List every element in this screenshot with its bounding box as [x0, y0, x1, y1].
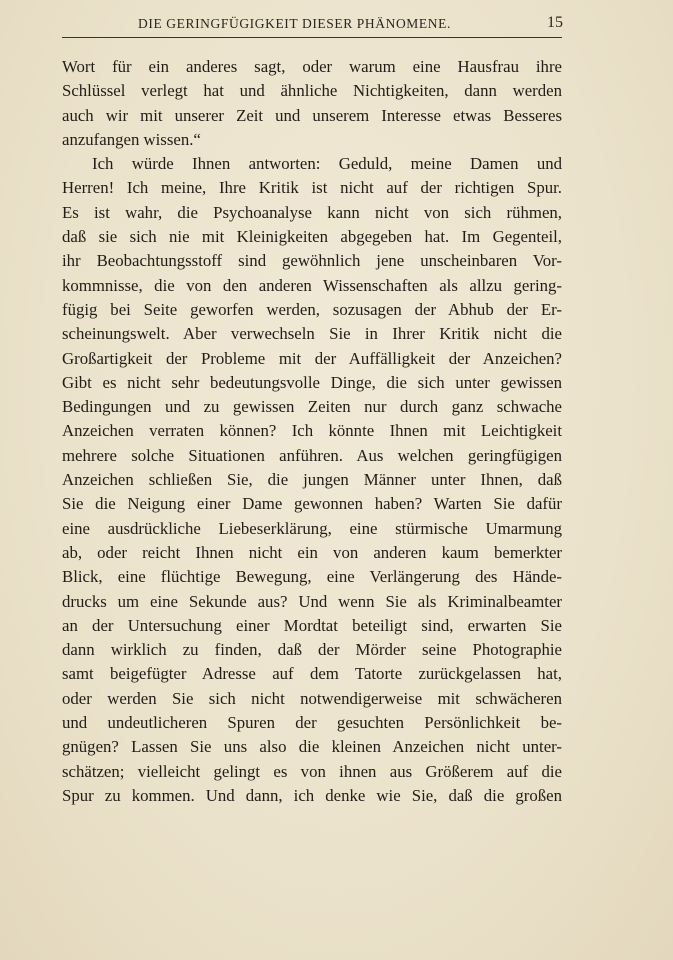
text-line: an der Untersuchung einer Mordtat beteiligt sind, erwarten Sie	[62, 615, 562, 635]
text-line: oder werden Sie sich nicht notwendigerweise mit schwächeren	[62, 688, 562, 708]
text-line: anzufangen wissen.“	[62, 129, 201, 149]
text-line: fügig bei Seite geworfen werden, sozusagen der Abhub der Er-	[62, 299, 562, 319]
text-line: Wort für ein anderes sagt, oder warum eine Hausfrau ihre	[62, 57, 562, 76]
text-line: ihr Beobachtungsstoff sind gewöhnlich jene unscheinbaren Vor-	[62, 251, 562, 271]
text-line: Anzeichen schließen Sie, die jungen Männer unter Ihnen, daß	[62, 470, 562, 490]
text-line: und undeutlicheren Spuren der gesuchten Persönlichkeit be-	[62, 713, 562, 733]
page-number: 15	[547, 14, 563, 31]
text-line: ab, oder reicht Ihnen nicht ein von anderen kaum bemerkter	[62, 542, 562, 562]
text-line: Es ist wahr, die Psychoanalyse kann nicht von sich rühmen,	[62, 202, 562, 222]
text-line: eine ausdrückliche Liebeserklärung, eine stürmische Umarmung	[62, 518, 562, 538]
text-line: schätzen; vielleicht gelingt es von ihnen aus Größerem auf die	[62, 761, 562, 781]
text-line: mehrere solche Situationen anführen. Aus welchen geringfügigen	[62, 445, 562, 465]
body-text	[62, 55, 562, 808]
text-line: daß sie sich nie mit Kleinigkeiten abgegeben hat. Im Gegenteil,	[62, 227, 562, 247]
text-line: dann wirklich zu finden, daß der Mörder seine Photographie	[62, 640, 562, 660]
running-head	[62, 8, 562, 36]
text-line: Großartigkeit der Probleme mit der Auffälligkeit der Anzeichen?	[62, 348, 562, 368]
text-line: Schlüssel verlegt hat und ähnliche Nichtigkeiten, dann werden	[62, 81, 562, 101]
running-title: DIE GERINGFÜGIGKEIT DIESER PHÄNOMENE.	[138, 16, 451, 31]
text-line: Anzeichen verraten können? Ich könnte Ihnen mit Leichtigkeit	[62, 421, 562, 441]
text-line: Gibt es nicht sehr bedeutungsvolle Dinge, die sich unter gewissen	[62, 372, 562, 392]
text-line: samt beigefügter Adresse auf dem Tatorte zurückgelassen hat,	[62, 664, 562, 684]
text-line: kommnisse, die von den anderen Wissenschaften als allzu gering-	[62, 275, 562, 295]
text-line: Spur zu kommen. Und dann, ich denke wie Sie, daß die großen	[62, 785, 562, 805]
text-line: gnügen? Lassen Sie uns also die kleinen Anzeichen nicht unter-	[62, 737, 562, 757]
text-line: drucks um eine Sekunde aus? Und wenn Sie als Kriminalbeamter	[62, 591, 562, 611]
text-line: auch wir mit unserer Zeit und unserem Interesse etwas Besseres	[62, 105, 562, 125]
header-rule	[62, 37, 562, 38]
text-line: scheinungswelt. Aber verwechseln Sie in Ihrer Kritik nicht die	[62, 324, 562, 344]
text-line: Blick, eine flüchtige Bewegung, eine Verlängerung des Hände-	[62, 567, 562, 587]
text-line: Bedingungen und zu gewissen Zeiten nur durch ganz schwache	[62, 397, 562, 417]
text-line-paragraph-start: Ich würde Ihnen antworten: Geduld, meine Damen und	[92, 154, 562, 174]
text-line: Sie die Neigung einer Dame gewonnen haben? Warten Sie dafür	[62, 494, 562, 514]
text-line: Herren! Ich meine, Ihre Kritik ist nicht auf der richtigen Spur.	[62, 178, 562, 198]
